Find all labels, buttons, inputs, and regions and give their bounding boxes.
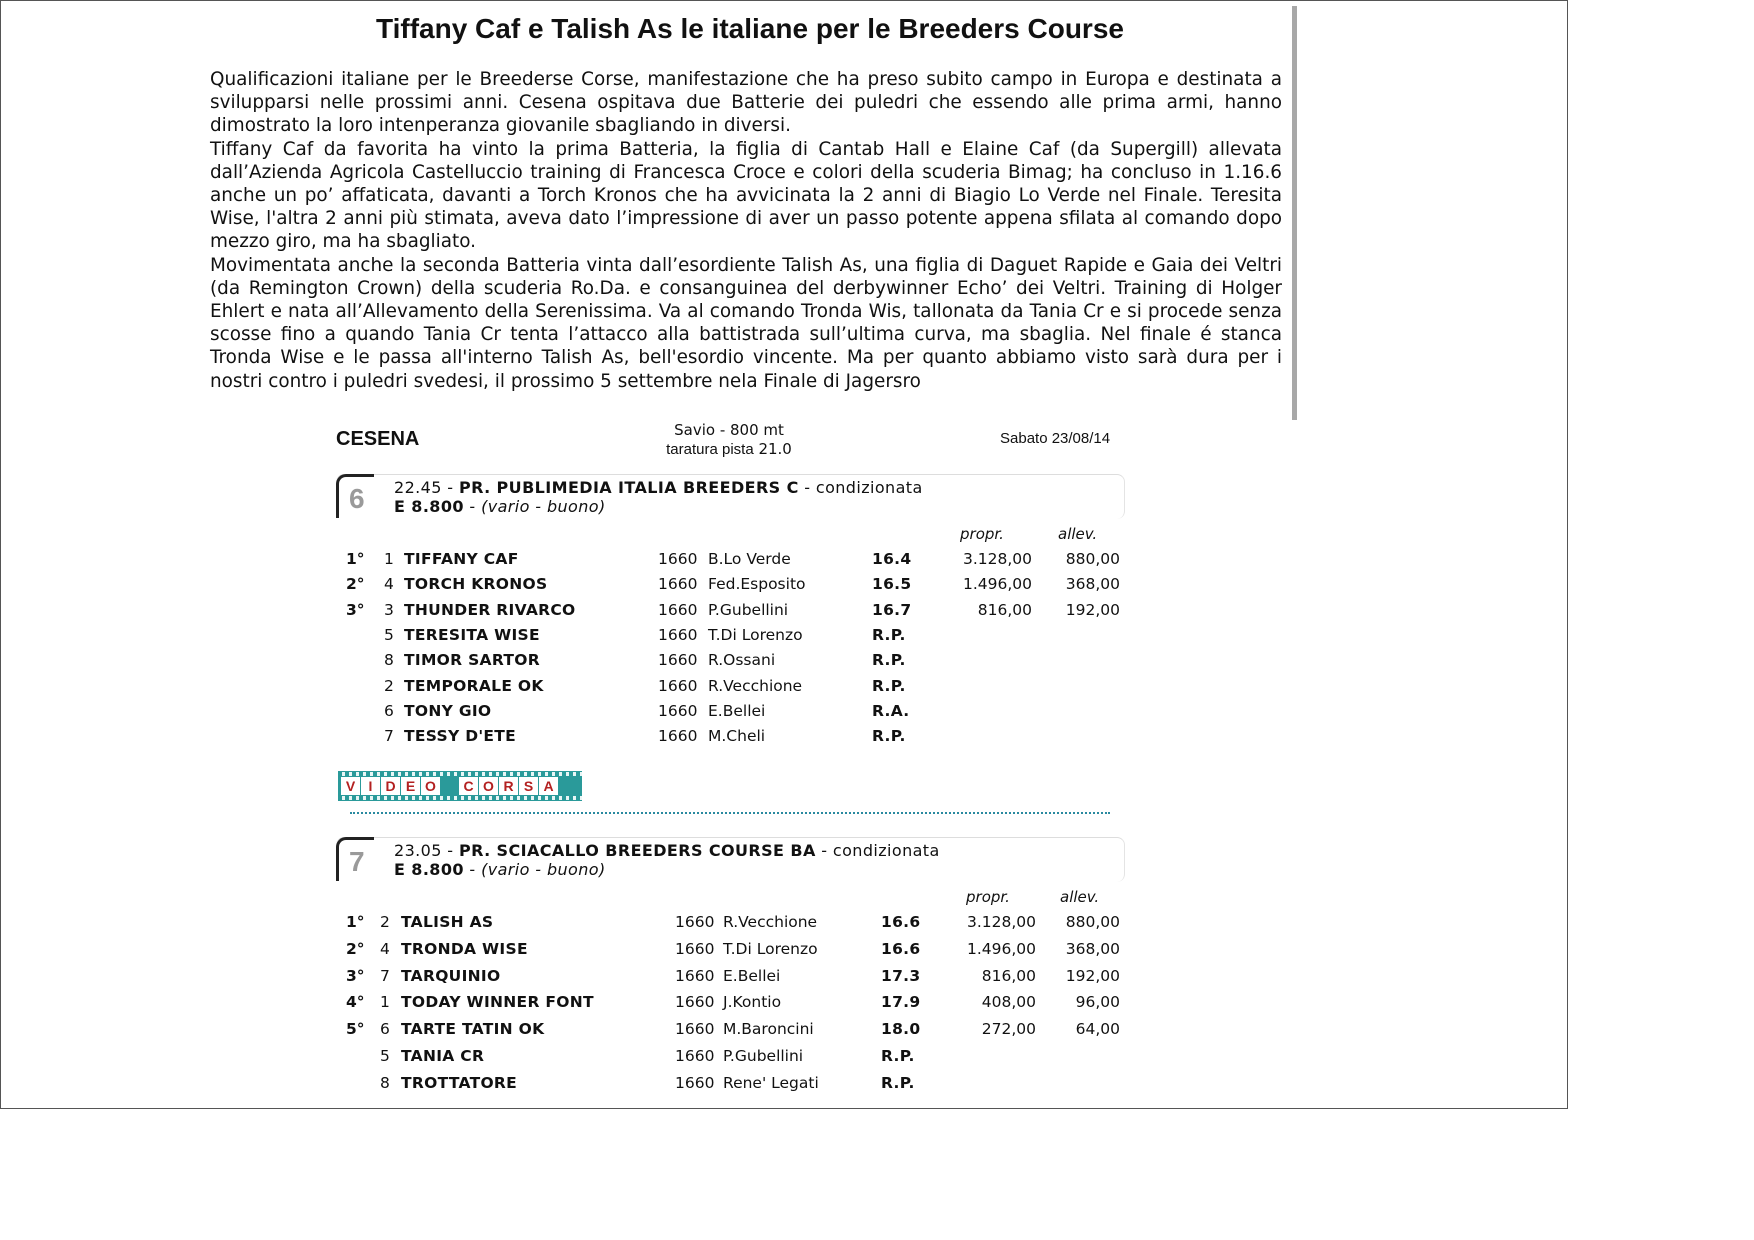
result-time: 16.6 [881,913,921,931]
owner-prize: 3.128,00 [966,913,1036,931]
race-name: PR. PUBLIMEDIA ITALIA BREEDERS C [458,478,799,497]
horse-name[interactable]: TROTTATORE [401,1073,518,1092]
result-position: 4° [346,993,365,1012]
race-card [336,474,1126,754]
race-prize: E 8.800 [394,497,464,516]
horse-name[interactable]: TERESITA WISE [404,625,540,644]
result-distance: 1660 [658,701,698,720]
race-conditions: (vario - buono) [481,860,606,879]
race-conditions: (vario - buono) [481,497,606,516]
driver-name: M.Cheli [708,727,766,746]
race-title-line: 23.05 - PR. SCIACALLO BREEDERS COURSE BA - condizionata [394,841,940,860]
result-position: 3° [346,600,365,619]
table-row [336,913,1126,937]
calibration-label: taratura pista [666,441,754,458]
horse-name[interactable]: TODAY WINNER FONT [401,993,594,1012]
track-name: Savio - 800 mt [674,421,784,439]
breeder-prize: 368,00 [1065,575,1120,594]
table-row [336,575,1126,599]
race-prize: E 8.800 [394,860,464,879]
result-distance: 1660 [675,1047,715,1065]
race-type: condizionata [815,478,923,497]
race-time: 23.05 [394,841,442,860]
badge-letter: O [479,777,498,795]
table-row [336,940,1126,964]
race-prize-line: E 8.800 - (vario - buono) [394,860,606,879]
driver-name: M.Baroncini [723,1020,814,1039]
result-time: R.A. [872,701,910,720]
result-distance: 1660 [658,575,698,594]
result-distance: 1660 [675,913,715,931]
result-distance: 1660 [658,600,698,619]
film-perforation-bottom [338,796,582,800]
result-time: R.P. [872,727,906,746]
driver-name: T.Di Lorenzo [708,625,803,644]
result-time: R.P. [872,676,906,695]
vertical-rule [1292,6,1297,420]
result-time: R.P. [881,1047,915,1065]
meeting-date: Sabato 23/08/14 [1000,430,1111,447]
driver-name: R.Vecchione [708,676,803,695]
race-title-line: 22.45 - PR. PUBLIMEDIA ITALIA BREEDERS C - condizionata [394,478,923,497]
horse-name[interactable]: TIFFANY CAF [404,550,519,568]
owner-prize: 816,00 [981,966,1036,985]
table-row [336,1074,1126,1098]
badge-letter: I [361,777,380,795]
breeder-prize: 96,00 [1075,993,1120,1012]
table-row [336,993,1126,1017]
article-paragraph: Movimentata anche la seconda Batteria vinta dall’esordiente Talish As, una figlia di Daguet Rapide e Gaia dei Veltri (da Remington Crown) della scuderia Ro.Da. e consanguinea del derbywinner Echo’ dei Veltri. Training di Holger Ehlert e nata all’Allevamento della Serenissima. Va al comando Tronda Wis, tallonata da Tania Cr e si procede senza scosse fino a quando Tania Cr tenta l’attacco alla battistrada sull’ultima curva, ma sbaglia. Nel finale é stanca Tronda Wise e le passa all'interno Talish As, bell'esordio vincente. Ma per quanto abbiamo visto sarà dura per i nostri contro i puledri svedesi, il prossimo 5 settembre nela Finale di Jagersro [210,254,1282,392]
result-number: 8 [384,651,394,670]
owner-prize: 1.496,00 [962,575,1032,594]
result-position: 1° [346,550,365,568]
result-time: R.P. [881,1073,915,1092]
result-distance: 1660 [675,1073,715,1092]
race-number-box [336,837,374,881]
driver-name: P.Gubellini [708,600,789,619]
race-number: 6 [349,483,365,514]
result-distance: 1660 [658,727,698,746]
calibration-value: 21.0 [758,440,792,458]
badge-letter: E [401,777,420,795]
owner-prize: 1.496,00 [966,939,1036,958]
driver-name: P.Gubellini [723,1047,804,1065]
result-distance: 1660 [675,993,715,1012]
driver-name: E.Bellei [723,966,781,985]
owner-prize: 408,00 [981,993,1036,1012]
horse-name[interactable]: THUNDER RIVARCO [404,600,576,619]
driver-name: Rene' Legati [723,1073,819,1092]
result-number: 7 [384,727,394,746]
horse-name[interactable]: TARTE TATIN OK [401,1020,545,1039]
result-number: 1 [384,550,394,568]
breeder-prize: 192,00 [1065,966,1120,985]
table-row [336,967,1126,991]
race-prize-line: E 8.800 - (vario - buono) [394,497,606,516]
horse-name[interactable]: TARQUINIO [401,966,501,985]
table-row [336,1020,1126,1044]
race-name: PR. SCIACALLO BREEDERS COURSE BA [458,841,816,860]
race-number: 7 [349,846,365,877]
result-number: 4 [384,575,394,594]
result-time: 16.7 [872,600,912,619]
result-position: 2° [346,939,365,958]
result-distance: 1660 [658,550,698,568]
race-number-box [336,474,374,518]
article-body [210,68,1282,393]
badge-letter: O [421,777,440,795]
owner-prize: 272,00 [981,1020,1036,1039]
result-position: 2° [346,575,365,594]
driver-name: J.Kontio [723,993,782,1012]
table-row [336,601,1126,625]
result-time: 17.3 [881,966,921,985]
result-position: 3° [346,966,365,985]
result-distance: 1660 [675,966,715,985]
article-paragraph: Qualificazioni italiane per le Breederse Corse, manifestazione che ha preso subito campo in Europa e destinata a svilupparsi nelle prossimi anni. Cesena ospitava due Batterie dei puledri che essendo alle prima armi, hanno dimostrato la loro intenperanza giovanile sbagliando in diversi. [210,69,1282,137]
result-distance: 1660 [675,1020,715,1039]
result-number: 1 [380,993,390,1012]
result-position: 5° [346,1020,365,1039]
film-perforation-top [338,772,582,776]
horse-name[interactable]: TIMOR SARTOR [404,651,540,670]
owner-column-header: propr. [966,888,1010,906]
breeder-prize: 192,00 [1065,600,1120,619]
result-position: 1° [346,913,365,931]
result-time: 16.4 [872,550,912,568]
video-corsa-button[interactable] [338,771,582,801]
table-row [336,651,1126,675]
badge-gap [441,777,459,795]
owner-prize: 816,00 [977,600,1032,619]
result-time: R.P. [872,625,906,644]
article-title: Tiffany Caf e Talish As le italiane per le Breeders Course [376,13,1124,44]
table-row [336,550,1126,574]
breeder-prize: 368,00 [1065,939,1120,958]
table-row [336,727,1126,751]
result-number: 2 [380,913,390,931]
owner-prize: 3.128,00 [962,550,1032,568]
table-row [336,677,1126,701]
breeder-prize: 64,00 [1075,1020,1120,1039]
result-distance: 1660 [675,939,715,958]
race-time: 22.45 [394,478,442,497]
horse-name[interactable]: TANIA CR [401,1047,485,1065]
result-time: 18.0 [881,1020,921,1039]
badge-letter: C [459,777,478,795]
result-number: 6 [384,701,394,720]
horse-name[interactable]: TEMPORALE OK [404,676,544,695]
result-number: 2 [384,676,394,695]
result-number: 4 [380,939,390,958]
breeder-prize: 880,00 [1065,913,1120,931]
result-distance: 1660 [658,676,698,695]
result-time: 16.6 [881,939,921,958]
owner-column-header: propr. [960,525,1004,543]
breeder-prize: 880,00 [1065,550,1120,568]
driver-name: R.Vecchione [723,913,818,931]
result-distance: 1660 [658,625,698,644]
horse-name[interactable]: TRONDA WISE [401,939,528,958]
table-row [336,1047,1126,1071]
driver-name: E.Bellei [708,701,766,720]
horse-name[interactable]: TESSY D'ETE [404,727,517,746]
result-number: 5 [384,625,394,644]
badge-letter: V [341,777,360,795]
driver-name: T.Di Lorenzo [723,939,818,958]
badge-letter: D [381,777,400,795]
race-card [336,837,1126,1097]
driver-name: Fed.Esposito [708,575,806,594]
result-number: 6 [380,1020,390,1039]
meeting-venue: CESENA [336,428,420,450]
badge-letter: R [499,777,518,795]
table-row [336,702,1126,726]
result-time: 17.9 [881,993,921,1012]
race-type: condizionata [832,841,940,860]
result-distance: 1660 [658,651,698,670]
driver-name: R.Ossani [708,651,776,670]
horse-name[interactable]: TONY GIO [404,701,492,720]
result-number: 8 [380,1073,390,1092]
horse-name[interactable]: TORCH KRONOS [404,575,548,594]
result-number: 7 [380,966,390,985]
result-time: R.P. [872,651,906,670]
badge-letter: A [539,777,558,795]
breeder-column-header: allev. [1058,525,1098,543]
meeting-track [658,421,800,459]
article-paragraph: Tiffany Caf da favorita ha vinto la prima Batteria, la figlia di Cantab Hall e Elaine Caf (da Supergill) allevata dall’Azienda Agricola Castelluccio training di Francesca Croce e colori della scuderia Bimag; ha concluso in 1.16.6 anche un po’ affaticata, davanti a Torch Kronos che ha avvicinata la 2 anni di Biagio Lo Verde nel Finale. Teresita Wise, l'altra 2 anni più stimata, aveva dato l’impressione di aver un passo potente appena sfilata al comando dopo mezzo giro, ma ha sbagliato. [210,138,1282,253]
horse-name[interactable]: TALISH AS [401,913,494,931]
result-number: 5 [380,1047,390,1065]
dotted-separator [350,812,1110,814]
breeder-column-header: allev. [1060,888,1100,906]
result-number: 3 [384,600,394,619]
result-time: 16.5 [872,575,912,594]
video-corsa-label [341,777,579,795]
driver-name: B.Lo Verde [708,550,791,568]
badge-letter: S [519,777,538,795]
table-row [336,626,1126,650]
